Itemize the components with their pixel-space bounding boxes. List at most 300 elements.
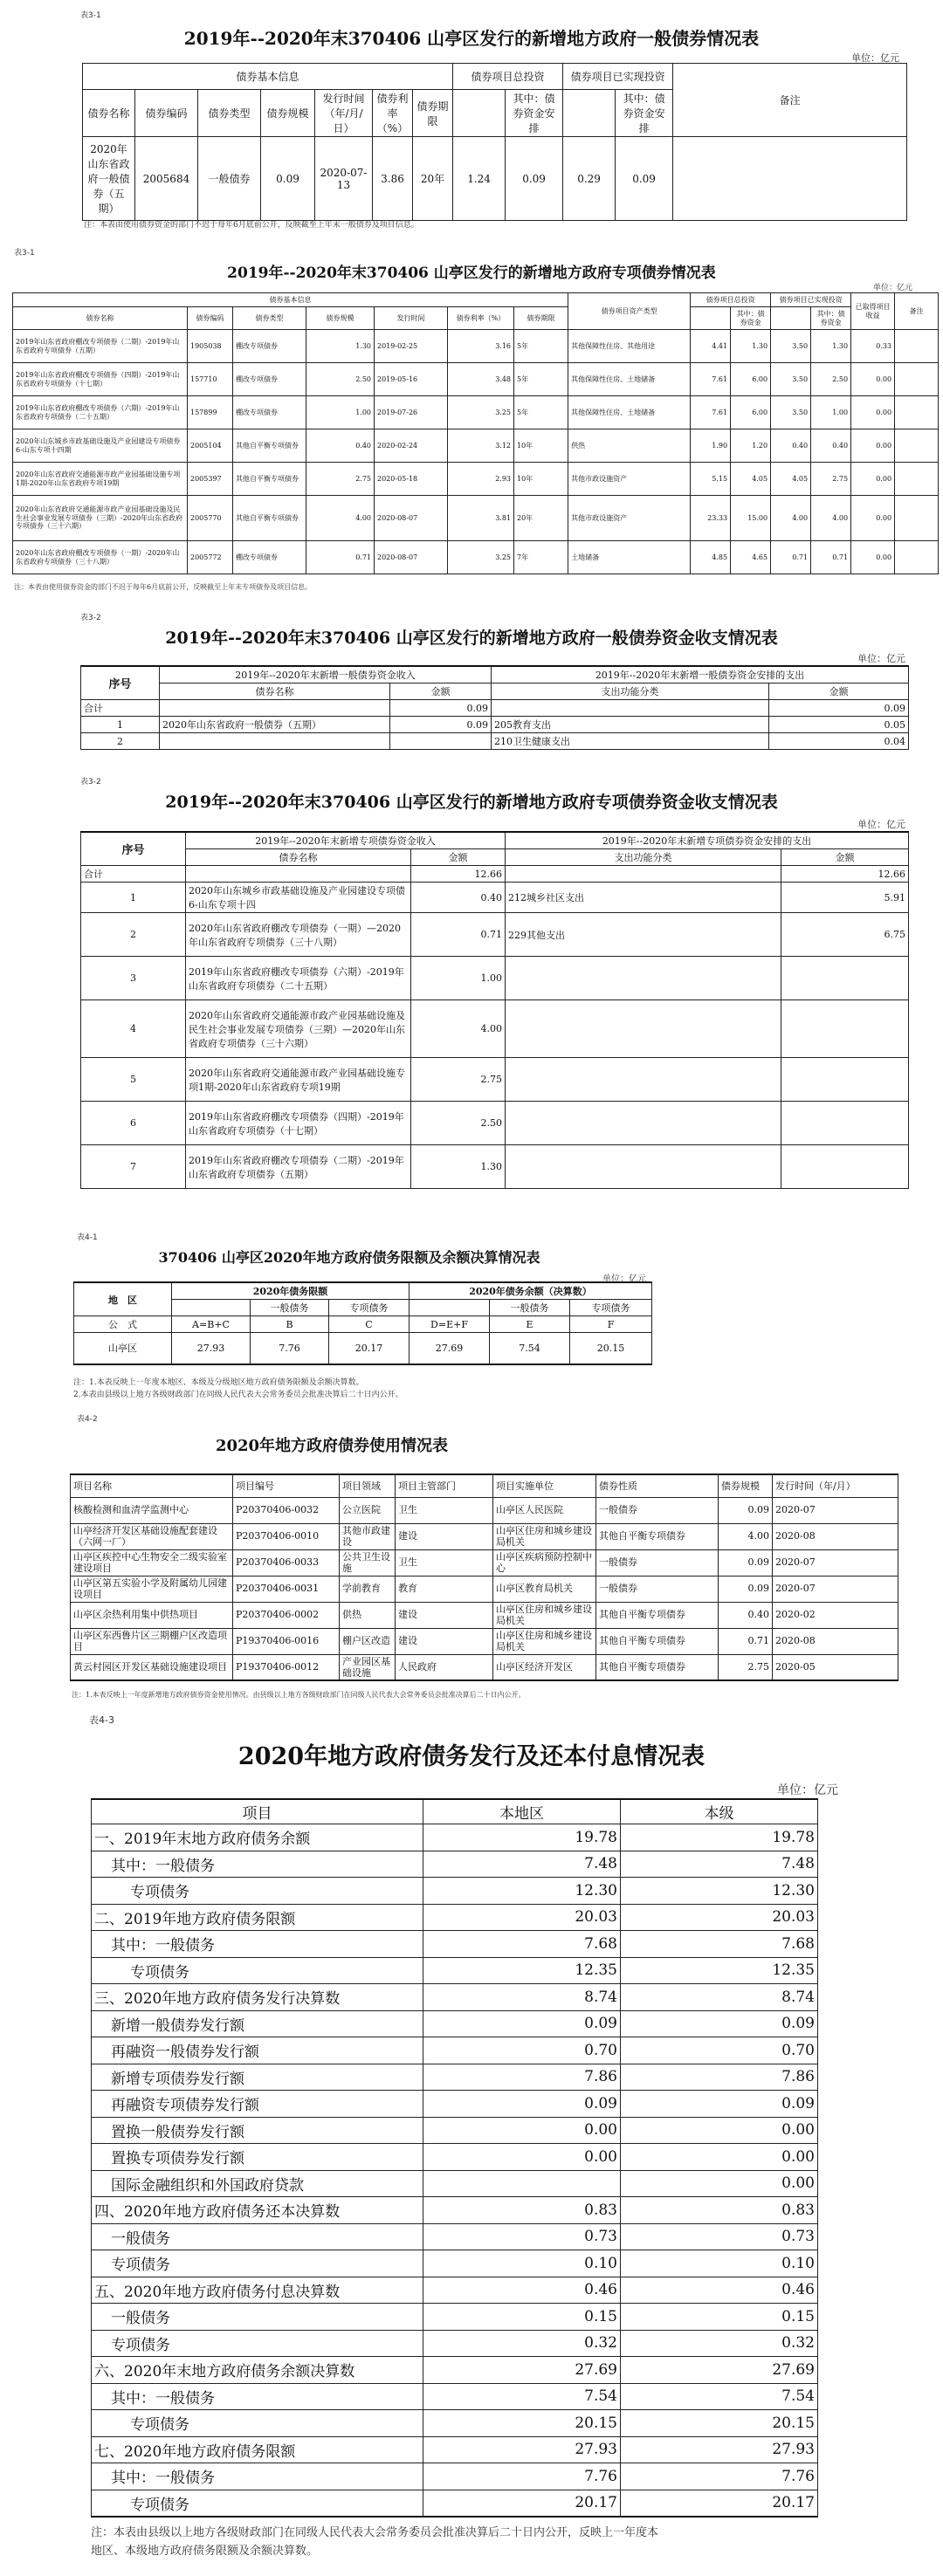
table-row — [13, 429, 939, 463]
cell-amount: 0.09 — [390, 717, 492, 733]
cell-bond-rate: 2.93 — [448, 463, 514, 496]
cell-total-investment: 5.15 — [691, 463, 731, 496]
cell-item: 新增专项债券发行额 — [92, 2064, 423, 2091]
cell-level: 0.10 — [621, 2250, 818, 2277]
table-note: 注：本表由使用债券资金的部门不迟于每年6月底前公开，反映截至上年末专项债券及项目信息。 — [14, 583, 313, 591]
cell-issue-date: 2020-08 — [773, 1523, 898, 1549]
cell-asset-type: 其他市政设施资产 — [568, 496, 691, 541]
header-income: 2019年--2020年末新增一般债券资金收入 — [160, 666, 492, 683]
cell-bond-type: 棚改专项债券 — [233, 330, 306, 363]
cell-level: 12.30 — [621, 1878, 818, 1905]
cell-bond-name: 2020年山东省政府交通能源市政产业园基础设施专项1期-2020年山东省政府专项19期 — [186, 1058, 411, 1102]
table-note: 注：1.本表反映上一年度本地区、本级及分级地区地方政府债务限额及余额决算数。 — [73, 1378, 364, 1387]
cell-item: 专项债务 — [92, 1878, 423, 1905]
table-row — [13, 396, 939, 429]
table-title: 370406 山亭区2020年地方政府债务限额及余额决算情况表 — [158, 1249, 540, 1266]
cell-amount: 2.50 — [411, 1102, 506, 1145]
cell-bond-name: 2019年山东省政府棚改专项债券（四期）-2019年山东省政府专项债券（十七期） — [186, 1102, 411, 1145]
cell-bond-scale: 0.09 — [261, 137, 315, 221]
cell-realized-bond: 2.75 — [811, 463, 851, 496]
unit-label: 单位：亿元 — [777, 1783, 838, 1797]
cell-project-unit: 山亭区经济开发区 — [493, 1654, 596, 1680]
table-row — [81, 1102, 909, 1145]
header-general: 一般债务 — [490, 1300, 570, 1316]
cell-bond-name: 2020年山东省政府交通能源市政产业园基础设施及民生社会事业发展专项债券（三期）—2020年山东省政府专项债券（三十六期） — [186, 1000, 411, 1058]
cell-bond-code: 2005772 — [188, 541, 233, 574]
header-issue-date: 发行时间 — [375, 307, 448, 330]
cell-issue-date: 2020-02-24 — [375, 429, 448, 463]
cell-bond-rate: 3.86 — [373, 137, 413, 221]
cell-issue-date: 2020-07-13 — [315, 137, 373, 221]
cell-bond-type: 棚改专项债券 — [233, 541, 306, 574]
cell-amount — [781, 1000, 909, 1058]
table-row — [81, 733, 909, 750]
cell-level: 19.78 — [621, 1824, 818, 1851]
cell-bond-scale: 1.30 — [306, 330, 375, 363]
table-row — [81, 1000, 909, 1058]
cell-seq: 5 — [81, 1058, 186, 1102]
table-title: 2020年地方政府债务发行及还本付息情况表 — [237, 1743, 706, 1770]
total-expense: 0.09 — [769, 700, 909, 717]
cell-realized-bond: 1.30 — [811, 330, 851, 363]
cell-project-unit: 山亭区住房和城乡建设局机关 — [493, 1523, 596, 1549]
header-remarks: 备注 — [895, 293, 939, 330]
cell-project-income: 0.00 — [851, 496, 895, 541]
cell-local: 7.54 — [423, 2383, 621, 2410]
cell-issue-date: 2020-02 — [773, 1602, 898, 1628]
header-bond-scale: 债券规模 — [306, 307, 375, 330]
cell-function-class: 212城乡社区支出 — [506, 883, 781, 913]
cell-level: 0.83 — [621, 2197, 818, 2224]
header-bond-code: 债券编码 — [135, 90, 198, 137]
table-tag: 表4-2 — [77, 1415, 98, 1424]
cell-bond-name: 2020年山东省政府棚改专项债券（一期）—2020年山东省政府专项债券（三十八期） — [186, 913, 411, 957]
cell-function-class — [506, 957, 781, 1000]
cell-bond-term: 5年 — [514, 396, 568, 429]
cell-bond-rate: 3.16 — [448, 330, 514, 363]
header-total-investment: 债券项目总投资 — [691, 293, 771, 307]
header-limit: 2020年债务限额 — [172, 1282, 410, 1300]
cell-bond-nature: 一般债券 — [596, 1576, 719, 1602]
cell-level: 0.00 — [621, 2170, 818, 2197]
header-general: 一般债务 — [251, 1300, 329, 1316]
cell-local: 0.15 — [423, 2304, 621, 2331]
cell-bond-term: 5年 — [514, 363, 568, 396]
cell-amount: 0.71 — [411, 913, 506, 957]
cell-item: 五、2020年地方政府债务付息决算数 — [92, 2277, 423, 2304]
cell-project-name: 山亭区余热利用集中供热项目 — [71, 1602, 233, 1628]
cell-seq: 2 — [81, 913, 186, 957]
cell-bond-code: 157899 — [188, 396, 233, 429]
header-project-income: 已取得项目收益 — [851, 293, 895, 330]
cell-amount: 2.75 — [411, 1058, 506, 1102]
unit-label: 单位：亿元 — [873, 284, 913, 292]
table-title: 2020年地方政府债券使用情况表 — [215, 1437, 449, 1455]
cell-item: 专项债务 — [92, 1957, 423, 1984]
table-row — [83, 137, 907, 221]
cell-level: 7.54 — [621, 2383, 818, 2410]
cell-issue-date: 2020-07 — [773, 1549, 898, 1576]
table-row — [92, 2037, 818, 2064]
cell-project-dept: 建设 — [396, 1523, 493, 1549]
cell-total-bond: 6.00 — [731, 396, 771, 429]
cell-bond-scale: 0.40 — [306, 429, 375, 463]
header-realized-investment: 债券项目已实现投资 — [563, 64, 673, 90]
header-issue-date: 发行时间（年/月/日） — [315, 90, 373, 137]
cell-item: 其中：一般债务 — [92, 2383, 423, 2410]
cell-realized-bond: 0.71 — [811, 541, 851, 574]
cell-project-field: 公共卫生设施 — [340, 1549, 396, 1576]
table-tag: 表3-1 — [80, 11, 101, 20]
cell-issue-date: 2019-07-26 — [375, 396, 448, 429]
cell-bond-name: 2019年山东省政府棚改专项债券（六期）-2019年山东省政府专项债券（二十五期） — [186, 957, 411, 1000]
cell-level: 0.15 — [621, 2304, 818, 2331]
table-row — [92, 2436, 818, 2463]
cell-realized: 4.00 — [771, 496, 811, 541]
cell-realized: 0.71 — [771, 541, 811, 574]
header-special: 专项债务 — [329, 1300, 410, 1316]
cell-asset-type: 其他保障性住房、土地储备 — [568, 363, 691, 396]
cell-bond-name: 2020年山东省政府一般债券（五期） — [83, 137, 135, 221]
cell-level: 27.93 — [621, 2436, 818, 2463]
cell-item: 再融资一般债券发行额 — [92, 2037, 423, 2064]
table-row — [92, 2304, 818, 2331]
cell-level: 7.48 — [621, 1851, 818, 1878]
cell-bond-type: 其他自平衡专项债券 — [233, 429, 306, 463]
cell-seq: 2 — [81, 733, 160, 750]
cell-level: 0.32 — [621, 2330, 818, 2357]
cell-seq: 1 — [81, 883, 186, 913]
cell-bond-scale: 4.00 — [719, 1523, 773, 1549]
cell-project-unit: 山亭区人民医院 — [493, 1497, 596, 1523]
cell-total-bond: 0.09 — [506, 137, 563, 221]
cell-bond-type: 棚改专项债券 — [233, 396, 306, 429]
header-local: 本地区 — [423, 1799, 621, 1824]
debt-issuance-table — [91, 1798, 818, 2518]
cell-level: 0.09 — [621, 2010, 818, 2037]
total-row — [81, 866, 909, 883]
cell-level: 0.00 — [621, 2117, 818, 2144]
cell-project-name: 黄云村园区开发区基础设施建设项目 — [71, 1654, 233, 1680]
cell-limit-total: 27.93 — [172, 1333, 251, 1364]
header-project-name: 项目名称 — [71, 1474, 233, 1497]
cell-realized: 3.50 — [771, 363, 811, 396]
table-row — [92, 2144, 818, 2171]
header-project-field: 项目领域 — [340, 1474, 396, 1497]
total-row — [81, 700, 909, 717]
cell-local: 0.00 — [423, 2144, 621, 2171]
table-row — [81, 883, 909, 913]
cell-item: 专项债务 — [92, 2410, 423, 2437]
header-bond-rate: 债券利率（%） — [448, 307, 514, 330]
cell-realized: 3.50 — [771, 330, 811, 363]
general-bond-table — [82, 63, 907, 221]
cell-bond-scale: 0.71 — [306, 541, 375, 574]
cell-bond-name: 2020年山东城乡市政基础设施及产业园建设专项债券6-山东专项十四期 — [13, 429, 188, 463]
cell-item: 国际金融组织和外国政府贷款 — [92, 2170, 423, 2197]
header-basic-info: 债券基本信息 — [13, 293, 568, 307]
table-row — [92, 1904, 818, 1931]
cell-realized: 3.50 — [771, 396, 811, 429]
special-funds-table — [80, 831, 909, 1189]
header-realized-investment: 债券项目已实现投资 — [771, 293, 851, 307]
cell-level: 27.69 — [621, 2357, 818, 2384]
cell-seq: 7 — [81, 1145, 186, 1189]
table-row — [13, 541, 939, 574]
cell-amount — [781, 1058, 909, 1102]
cell-amount: 5.91 — [781, 883, 909, 913]
cell-bond-type: 一般债券 — [198, 137, 261, 221]
cell-issue-date: 2020-05-18 — [375, 463, 448, 496]
cell-bond-scale: 0.71 — [719, 1628, 773, 1654]
cell-bond-scale: 0.09 — [719, 1576, 773, 1602]
cell-project-code: P19370406-0012 — [233, 1654, 340, 1680]
cell-bond-nature: 其他自平衡专项债券 — [596, 1602, 719, 1628]
cell-item: 二、2019年地方政府债务限额 — [92, 1904, 423, 1931]
cell-local: 20.17 — [423, 2490, 621, 2517]
cell-bond-nature: 一般债券 — [596, 1497, 719, 1523]
cell-local: 20.03 — [423, 1904, 621, 1931]
table-row — [92, 2197, 818, 2224]
header-expense: 2019年--2020年末新增一般债券资金安排的支出 — [492, 666, 909, 683]
cell-issue-date: 2020-07 — [773, 1576, 898, 1602]
table-row — [92, 2170, 818, 2197]
cell-balance-general: 7.54 — [490, 1333, 570, 1364]
cell-remarks — [895, 396, 939, 429]
table-row — [13, 463, 939, 496]
table-row — [92, 2330, 818, 2357]
table-row — [92, 2357, 818, 2384]
formula-row — [74, 1316, 652, 1333]
table-row — [92, 2277, 818, 2304]
cell-function-class: 229其他支出 — [506, 913, 781, 957]
cell-amount: 1.00 — [411, 957, 506, 1000]
cell-project-income: 0.00 — [851, 363, 895, 396]
cell-total-investment: 23.33 — [691, 496, 731, 541]
cell-bond-nature: 一般债券 — [596, 1549, 719, 1576]
cell-limit-special: 20.17 — [329, 1333, 410, 1364]
cell-bond-term: 10年 — [514, 463, 568, 496]
table-row — [13, 363, 939, 396]
header-project-dept: 项目主管部门 — [396, 1474, 493, 1497]
cell-item: 置换专项债券发行额 — [92, 2144, 423, 2171]
cell-realized-bond: 0.40 — [811, 429, 851, 463]
header-bond-funds: 其中：债券资金安排 — [616, 90, 673, 137]
cell-project-dept: 卫生 — [396, 1549, 493, 1576]
formula-a: A=B+C — [172, 1316, 251, 1333]
cell-issue-date: 2020-07 — [773, 1497, 898, 1523]
cell-bond-nature: 其他自平衡专项债券 — [596, 1654, 719, 1680]
cell-local: 0.32 — [423, 2330, 621, 2357]
cell-level: 20.03 — [621, 1904, 818, 1931]
cell-realized-bond: 4.00 — [811, 496, 851, 541]
cell-limit-general: 7.76 — [251, 1333, 329, 1364]
cell-local: 8.74 — [423, 1984, 621, 2011]
cell-bond-name: 2020年山东省政府交通能源市政产业园基础设施及民生社会事业发展专项债券（三期）-2020年山东省政府专项债券（三十六期） — [13, 496, 188, 541]
header-bond-name: 债券名称 — [13, 307, 188, 330]
cell-amount: 0.04 — [769, 733, 909, 750]
cell-project-field: 产业园区基础设施 — [340, 1654, 396, 1680]
cell-level: 8.74 — [621, 1984, 818, 2011]
cell-bond-type: 其他自平衡专项债券 — [233, 496, 306, 541]
cell-seq: 3 — [81, 957, 186, 1000]
cell-project-field: 其他市政建设 — [340, 1523, 396, 1549]
special-bond-table — [12, 292, 939, 574]
cell-function-class — [506, 1058, 781, 1102]
header-expense: 2019年--2020年末新增专项债券资金安排的支出 — [506, 832, 909, 849]
header-income: 2019年--2020年末新增专项债券资金收入 — [186, 832, 506, 849]
cell-bond-scale: 2.75 — [306, 463, 375, 496]
header-bond-name: 债券名称 — [160, 683, 390, 700]
cell-local: 7.86 — [423, 2064, 621, 2091]
cell-realized-bond: 2.50 — [811, 363, 851, 396]
cell-amount: 0.40 — [411, 883, 506, 913]
cell-realized-bond: 0.09 — [616, 137, 673, 221]
cell-asset-type: 其他保障性住房、其他用途 — [568, 330, 691, 363]
table-note: 注：本表由县级以上地方各级财政部门在同级人民代表大会常务委员会批准决算后二十日内公开，反映上一年度本 — [91, 2526, 659, 2539]
cell-project-code: P20370406-0002 — [233, 1602, 340, 1628]
table-title: 2019年--2020年末370406 山亭区发行的新增地方政府专项债券情况表 — [227, 264, 716, 282]
cell-project-dept: 建设 — [396, 1602, 493, 1628]
cell-total-bond: 1.30 — [731, 330, 771, 363]
cell-item: 再融资专项债券发行额 — [92, 2091, 423, 2118]
table-tag: 表4-3 — [89, 1714, 114, 1726]
cell-amount — [781, 957, 909, 1000]
header-remarks: 备注 — [673, 64, 907, 137]
cell-local: 20.15 — [423, 2410, 621, 2437]
cell-realized: 0.29 — [563, 137, 616, 221]
cell-bond-code: 2005684 — [135, 137, 198, 221]
cell-total-investment: 4.41 — [691, 330, 731, 363]
cell-item: 六、2020年末地方政府债务余额决算数 — [92, 2357, 423, 2384]
cell-project-name: 山亭区第五实验小学及附属幼儿园建设项目 — [71, 1576, 233, 1602]
cell-project-field: 学前教育 — [340, 1576, 396, 1602]
header-bond-type: 债券类型 — [198, 90, 261, 137]
header-function-class: 支出功能分类 — [506, 849, 781, 866]
cell-level: 0.70 — [621, 2037, 818, 2064]
table-title: 2019年--2020年末370406 山亭区发行的新增地方政府一般债券资金收支情况表 — [165, 629, 778, 648]
formula-e: E — [490, 1316, 570, 1333]
header-amount: 金额 — [411, 849, 506, 866]
cell-issue-date: 2020-08 — [773, 1628, 898, 1654]
cell-remarks — [895, 363, 939, 396]
header-basic-info: 债券基本信息 — [83, 64, 453, 90]
header-bond-rate: 债券利率（%） — [373, 90, 413, 137]
total-label: 合计 — [81, 866, 186, 883]
table-row — [92, 2117, 818, 2144]
cell-amount: 6.75 — [781, 913, 909, 957]
cell-total-investment: 1.24 — [453, 137, 506, 221]
cell-local: 0.00 — [423, 2117, 621, 2144]
header-bond-name: 债券名称 — [83, 90, 135, 137]
cell-total-investment: 4.85 — [691, 541, 731, 574]
table-row — [92, 2010, 818, 2037]
table-row — [13, 330, 939, 363]
cell-issue-date: 2020-08-07 — [375, 541, 448, 574]
cell-item: 其中：一般债务 — [92, 1931, 423, 1958]
header-amount: 金额 — [769, 683, 909, 700]
cell-local: 7.68 — [423, 1931, 621, 1958]
cell-total-bond: 15.00 — [731, 496, 771, 541]
cell-seq: 6 — [81, 1102, 186, 1145]
cell-level: 20.15 — [621, 2410, 818, 2437]
cell-balance-special: 20.15 — [570, 1333, 652, 1364]
cell-remarks — [895, 330, 939, 363]
cell-project-income: 0.00 — [851, 541, 895, 574]
table-row — [71, 1497, 898, 1523]
cell-level: 0.46 — [621, 2277, 818, 2304]
cell-bond-rate: 3.12 — [448, 429, 514, 463]
cell-project-field: 供热 — [340, 1602, 396, 1628]
cell-local: 0.83 — [423, 2197, 621, 2224]
cell-level: 7.76 — [621, 2463, 818, 2490]
cell-project-dept: 人民政府 — [396, 1654, 493, 1680]
cell-issue-date: 2020-05 — [773, 1654, 898, 1680]
table-row — [92, 2383, 818, 2410]
cell-item: 专项债务 — [92, 2330, 423, 2357]
cell-item: 四、2020年地方政府债务还本决算数 — [92, 2197, 423, 2224]
cell-amount: 1.30 — [411, 1145, 506, 1189]
cell-total-bond: 4.65 — [731, 541, 771, 574]
table-row — [92, 2223, 818, 2250]
cell-item: 专项债务 — [92, 2490, 423, 2517]
table-row — [81, 913, 909, 957]
cell-bond-type: 其他自平衡专项债券 — [233, 463, 306, 496]
cell-project-code: P20370406-0031 — [233, 1576, 340, 1602]
cell-bond-code: 2005770 — [188, 496, 233, 541]
header-project-code: 项目编号 — [233, 1474, 340, 1497]
header-bond-funds: 其中：债券资金 — [731, 307, 771, 330]
cell-project-unit: 山亭区疾病预防控制中心 — [493, 1549, 596, 1576]
cell-project-unit: 山亭区住房和城乡建设局机关 — [493, 1628, 596, 1654]
cell-function-class — [506, 1000, 781, 1058]
cell-seq: 4 — [81, 1000, 186, 1058]
cell-level: 20.17 — [621, 2490, 818, 2517]
table-row — [74, 1333, 652, 1364]
table-note: 注：本表由使用债券资金的部门不迟于每年6月底前公开，反映截至上年末一般债券及项目信息。 — [84, 221, 419, 230]
header-bond-code: 债券编码 — [188, 307, 233, 330]
cell-project-name: 山亭经济开发区基础设施配套建设（六网一厂） — [71, 1523, 233, 1549]
cell-remarks — [895, 463, 939, 496]
unit-label: 单位：亿元 — [602, 1274, 646, 1284]
header-balance: 2020年债务余额（决算数） — [410, 1282, 652, 1300]
cell-project-code: P20370406-0032 — [233, 1497, 340, 1523]
cell-project-field: 棚户区改造 — [340, 1628, 396, 1654]
formula-d: D=E+F — [410, 1316, 490, 1333]
header-bond-nature: 债券性质 — [596, 1474, 719, 1497]
header-bond-funds: 其中：债券资金安排 — [506, 90, 563, 137]
table-row — [71, 1549, 898, 1576]
cell-issue-date: 2019-05-16 — [375, 363, 448, 396]
header-issue-date: 发行时间（年/月） — [773, 1474, 898, 1497]
cell-realized: 4.05 — [771, 463, 811, 496]
cell-bond-code: 1905038 — [188, 330, 233, 363]
cell-bond-name: 2020年山东省政府一般债券（五期） — [160, 717, 390, 733]
cell-level: 0.73 — [621, 2223, 818, 2250]
cell-level: 12.35 — [621, 1957, 818, 1984]
header-amount: 金额 — [390, 683, 492, 700]
cell-asset-type: 土地储备 — [568, 541, 691, 574]
table-row — [92, 2064, 818, 2091]
cell-function-class — [506, 1102, 781, 1145]
cell-remarks — [895, 429, 939, 463]
cell-item: 新增一般债券发行额 — [92, 2010, 423, 2037]
cell-local: 0.09 — [423, 2091, 621, 2118]
cell-item: 三、2020年地方政府债务发行决算数 — [92, 1984, 423, 2011]
table-row — [71, 1654, 898, 1680]
formula-label: 公 式 — [74, 1316, 172, 1333]
cell-bond-scale: 0.09 — [719, 1497, 773, 1523]
